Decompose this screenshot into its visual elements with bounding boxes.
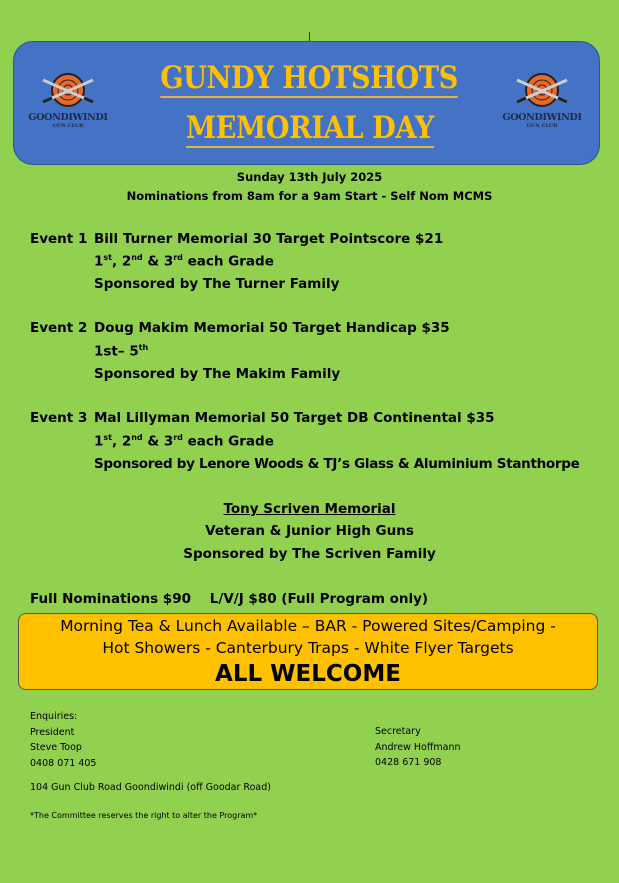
event-2-label: Event 2 xyxy=(30,320,88,336)
secretary-phone: 0428 671 908 xyxy=(375,757,442,768)
nominations-info: Nominations from 8am for a 9am Start - Self Nom MCMS xyxy=(126,189,493,203)
tony-memorial-title: Tony Scriven Memorial xyxy=(223,501,396,517)
event-3-sponsor: Sponsored by Lenore Woods & TJ’s Glass & Aluminium Stanthorpe xyxy=(94,456,580,472)
title-line-1: GUNDY HOTSHOTS xyxy=(160,60,459,96)
logo-sub: GUN CLUB xyxy=(526,123,558,129)
amenities-line-2: Hot Showers - Canterbury Traps - White Flyer Targets xyxy=(102,639,514,657)
event-2-title: Doug Makim Memorial 50 Target Handicap $35 xyxy=(94,320,450,336)
president-phone: 0408 071 405 xyxy=(30,757,97,769)
address: 104 Gun Club Road Goondiwindi (off Goodar Road) xyxy=(30,782,271,793)
title-line-2: MEMORIAL DAY xyxy=(185,110,434,146)
secretary-contact xyxy=(375,724,461,771)
president-name: Steve Toop xyxy=(30,742,82,753)
event-2-places: 1st– 5th xyxy=(94,343,149,360)
disclaimer: *The Committee reserves the right to alter the Program* xyxy=(30,811,258,820)
event-2-sponsor: Sponsored by The Makim Family xyxy=(94,366,341,382)
logo-name: GOONDIWINDI xyxy=(502,112,582,123)
amenities-line-1: Morning Tea & Lunch Available – BAR - Powered Sites/Camping - xyxy=(60,617,556,635)
event-date: Sunday 13th July 2025 xyxy=(236,170,383,184)
event-1-title: Bill Turner Memorial 30 Target Pointscore $21 xyxy=(94,231,444,247)
all-welcome: ALL WELCOME xyxy=(215,661,401,687)
tony-memorial-line: Veteran & Junior High Guns xyxy=(205,523,414,539)
event-3-label: Event 3 xyxy=(30,410,88,426)
tony-memorial-sponsor: Sponsored by The Scriven Family xyxy=(183,546,436,562)
enquiries-label: Enquiries: xyxy=(30,711,78,722)
secretary-label: Secretary xyxy=(375,726,421,737)
event-1-places: 1st, 2nd & 3rd each Grade xyxy=(94,253,274,270)
president-contact xyxy=(30,709,96,771)
event-1-sponsor: Sponsored by The Turner Family xyxy=(94,276,340,292)
amenities-box xyxy=(18,613,598,690)
event-3-places: 1st, 2nd & 3rd each Grade xyxy=(94,433,274,450)
logo-sub: GUN CLUB xyxy=(52,123,84,129)
event-1-label: Event 1 xyxy=(30,231,88,247)
secretary-name: Andrew Hoffmann xyxy=(375,741,461,753)
full-nominations: Full Nominations $90 L/V/J $80 (Full Program only) xyxy=(30,591,429,607)
logo-name: GOONDIWINDI xyxy=(28,112,108,123)
event-3-title: Mal Lillyman Memorial 50 Target DB Continental $35 xyxy=(94,410,495,426)
president-label: President xyxy=(30,726,75,738)
